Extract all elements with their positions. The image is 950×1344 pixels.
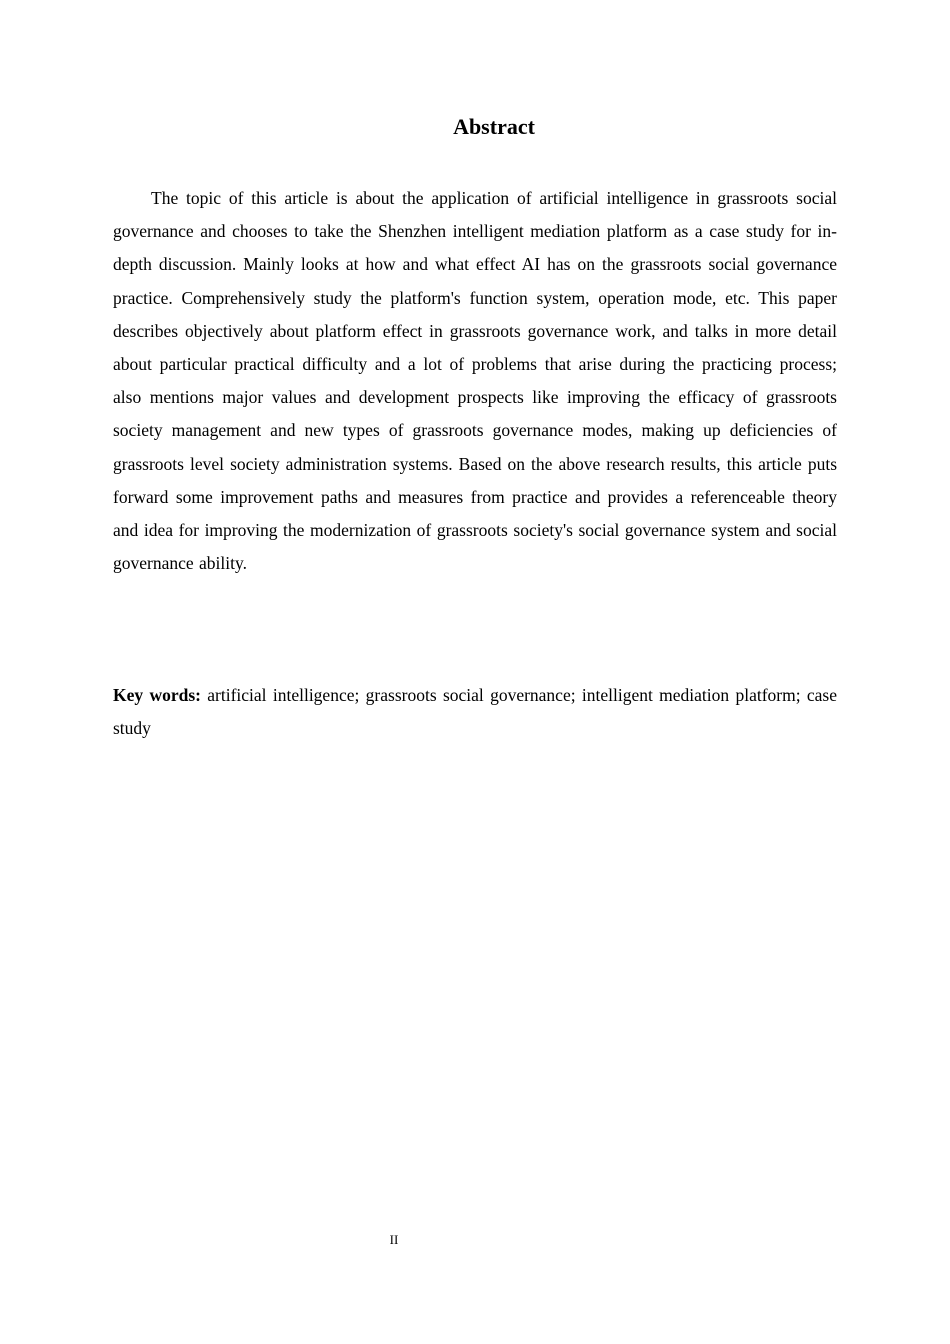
abstract-title: Abstract	[453, 114, 535, 139]
keywords-paragraph	[113, 679, 837, 745]
keywords-label: Key words:	[113, 685, 201, 705]
abstract-paragraph: The topic of this article is about the application of artificial intelligence in grassroots social governance and chooses to take the Shenzhen intelligent mediation platform as a case study for in-depth discussion. Mainly looks at how and what effect AI has on the grassroots social governance practice. Comprehensively study the platform's function system, operation mode, etc. This paper describes objectively about platform effect in grassroots governance work, and talks in more detail about particular practical difficulty and a lot of problems that arise during the practicing process; also mentions major values and development prospects like improving the efficacy of grassroots society management and new types of grassroots governance modes, making up deficiencies of grassroots level society administration systems. Based on the above research results, this article puts forward some improvement paths and measures from practice and provides a referenceable theory and idea for improving the modernization of grassroots society's social governance system and social governance ability.	[113, 188, 837, 574]
keywords-list: artificial intelligence; grassroots social governance; intelligent mediation platform; case study	[113, 685, 837, 739]
page-number: II	[389, 1232, 399, 1247]
